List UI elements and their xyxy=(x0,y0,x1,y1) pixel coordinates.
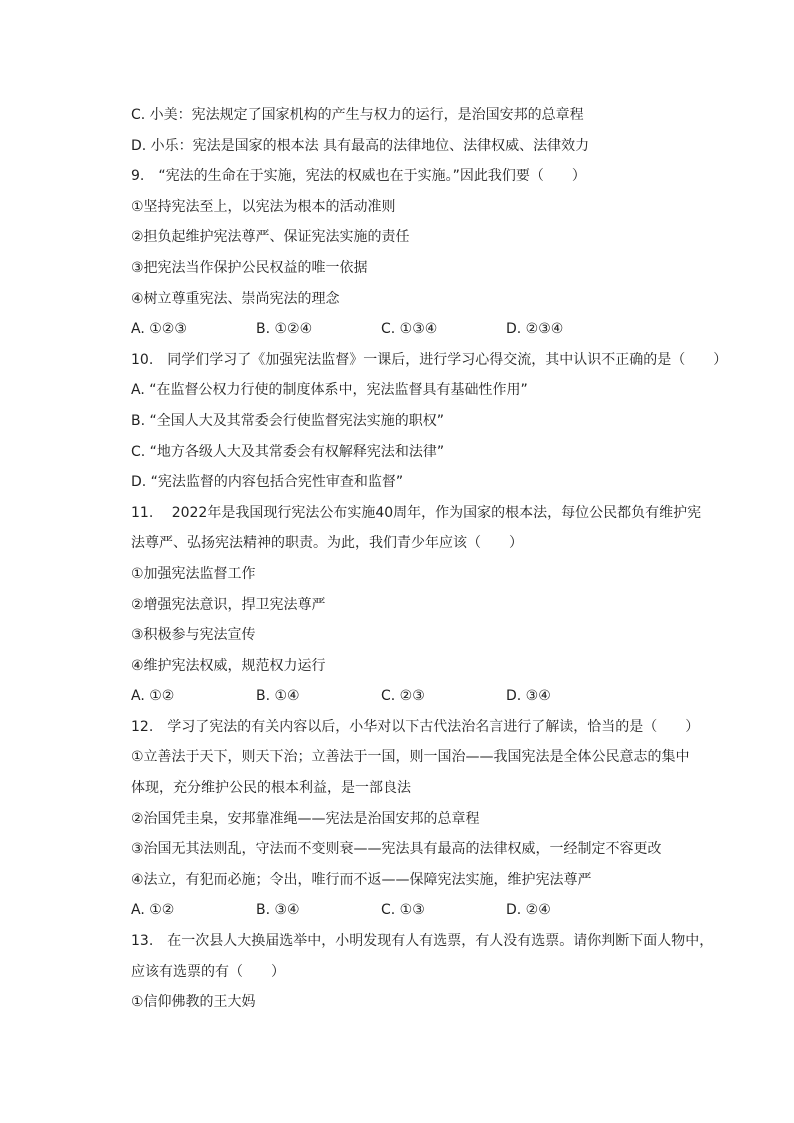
option-d-text: D. 小乐：宪法是国家的根本法 具有最高的法律地位、法律权威、法律效力 xyxy=(131,137,590,154)
question-content xyxy=(131,100,728,1018)
question-12-stem: 12. 学习了宪法的有关内容以后，小华对以下古代法治名言进行了解读，恰当的是（ ） xyxy=(131,718,700,735)
question-12-option-a: A. ①② xyxy=(131,902,175,919)
question-9-statement-1: ①坚持宪法至上，以宪法为根本的活动准则 xyxy=(131,198,396,215)
question-9-option-b: B. ①②④ xyxy=(256,321,313,338)
question-9-options xyxy=(131,314,701,345)
question-10-option-a: A. “在监督公权力行使的制度体系中，宪法监督具有基础性作用” xyxy=(131,382,528,399)
question-9-stem: 9. “宪法的生命在于实施，宪法的权威也在于实施。”因此我们要（ ） xyxy=(131,168,586,185)
question-9-option-a: A. ①②③ xyxy=(131,321,187,338)
question-13-statement-1: ①信仰佛教的王大妈 xyxy=(131,994,256,1011)
question-12-statement-2: ②治国凭圭臬，安邦靠准绳——宪法是治国安邦的总章程 xyxy=(131,810,480,827)
question-12-option-c: C. ①③ xyxy=(381,902,425,919)
question-11-option-a: A. ①② xyxy=(131,688,175,705)
question-12-statement-3: ③治国无其法则乱，守法而不变则衰——宪法具有最高的法律权威，一经制定不容更改 xyxy=(131,841,662,858)
option-c-text: C. 小美：宪法规定了国家机构的产生与权力的运行，是治国安邦的总章程 xyxy=(131,107,584,123)
question-11-statement-1: ①加强宪法监督工作 xyxy=(131,565,256,582)
question-13-stem-line-1: 13. 在一次县人大换届选举中，小明发现有人有选票，有人没有选票。请你判断下面人物中， xyxy=(131,933,714,950)
question-9-statement-3: ③把宪法当作保护公民权益的唯一依据 xyxy=(131,259,368,276)
question-9-statement-2: ②担负起维护宪法尊严、保证宪法实施的责任 xyxy=(131,229,410,246)
question-11-option-c: C. ②③ xyxy=(381,688,425,705)
question-9-option-d: D. ②③④ xyxy=(506,321,564,338)
question-11-option-d: D. ③④ xyxy=(506,688,551,705)
question-12-options xyxy=(131,895,701,926)
question-11-stem-line-2: 法尊严、弘扬宪法精神的职责。为此，我们青少年应该（ ） xyxy=(131,535,523,552)
question-12-option-b: B. ③④ xyxy=(256,902,300,919)
question-11-stem-line-1: 11. 2022年是我国现行宪法公布实施40周年，作为国家的根本法，每位公民都负有维护宪 xyxy=(131,504,702,521)
question-10-stem: 10. 同学们学习了《加强宪法监督》一课后，进行学习心得交流，其中认识不正确的是（ ） xyxy=(131,351,728,368)
question-11-statement-3: ③积极参与宪法宣传 xyxy=(131,627,256,644)
question-12-statement-1-line-2: 体现，充分维护公民的根本利益，是一部良法 xyxy=(131,780,411,797)
question-10-option-c: C. “地方各级人大及其常委会有权解释宪法和法律” xyxy=(131,443,445,460)
question-12-statement-1-line-1: ①立善法于天下，则天下治；立善法于一国，则一国治——我国宪法是全体公民意志的集中 xyxy=(131,749,690,766)
question-11-statement-4: ④维护宪法权威，规范权力运行 xyxy=(131,657,326,674)
question-13-stem-line-2: 应该有选票的有（ ） xyxy=(131,963,285,980)
question-12-statement-4: ④法立，有犯而必施；令出，唯行而不返——保障宪法实施，维护宪法尊严 xyxy=(131,871,592,888)
question-10-option-d: D. “宪法监督的内容包括合宪性审查和监督” xyxy=(131,474,404,491)
question-12-option-d: D. ②④ xyxy=(506,902,551,919)
question-9-statement-4: ④树立尊重宪法、崇尚宪法的理念 xyxy=(131,290,340,307)
question-11-option-b: B. ①④ xyxy=(256,688,300,705)
question-10-option-b: B. “全国人大及其常委会行使监督宪法实施的职权” xyxy=(131,412,445,429)
question-11-options xyxy=(131,681,701,712)
question-9-option-c: C. ①③④ xyxy=(381,321,438,338)
question-11-statement-2: ②增强宪法意识，捍卫宪法尊严 xyxy=(131,596,326,613)
